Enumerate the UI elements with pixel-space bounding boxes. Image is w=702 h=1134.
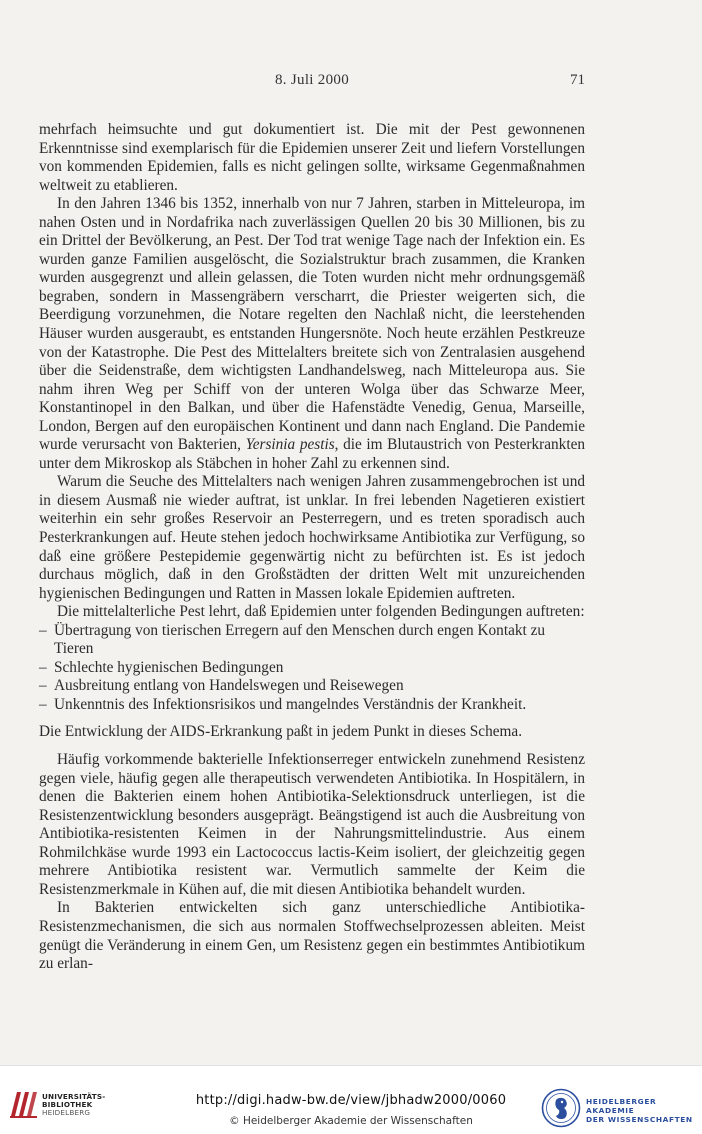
running-header	[39, 72, 585, 94]
list-item	[39, 659, 585, 678]
academy-name	[586, 1097, 702, 1124]
paragraph-2-text-a: In den Jahren 1346 bis 1352, innerhalb von nur 7 Jahren, starben in Mitteleuropa, im nahen Osten und in Nordafrika nach zuverlässigen Quellen 20 bis 30 Millionen, bis zu ein Drittel der Bevölkerung, an Pest. Der Tod trat wenige Tage nach der Infektion ein. Es wurden ganze Familien ausgelöscht, die Sozialstruktur brach zusammen, die Kranken wurden ausgegrenzt und allein gelassen, die Toten wurden nicht mehr ordnungsgemäß begraben, sondern in Massengräbern verscharrt, die Priester weigerten sich, die Beerdigung vorzunehmen, die Notare regelten den Nachlaß nicht, die leerstehenden Häuser wurden ausgeraubt, es entstanden Hungersnöte. Noch heute erzählen Pestkreuze von der Katastrophe. Die Pest des Mittelalters breitete sich von Zentralasien ausgehend über die Seidenstraße, dem wichtigsten Landhandelsweg, nach Mitteleuropa aus. Sie nahm ihren Weg per Schiff von der unteren Wolga über das Schwarze Meer, Konstantinopel in den Balkan, und über die Hafenstädte Venedig, Genua, Marseille, London, Bergen auf den europäischen Kontinent und dann nach England. Die Pandemie wurde verursacht von Bakterien,	[39, 195, 585, 454]
dash-bullet: –	[39, 695, 47, 713]
conditions-list	[39, 622, 585, 715]
library-line-1: UNIVERSITÄTS-	[42, 1092, 106, 1101]
paragraph-3: Warum die Seuche des Mittelalters nach wenigen Jahren zusammengebrochen ist und in diesem Ausmaß nie wieder auftrat, ist unklar. In frei lebenden Nagetieren existiert weiterhin ein sehr großes Reservoir an Pesterregern, und es treten sporadisch auch Pesterkrankungen auf. Heute stehen jedoch hochwirksame Antibiotika zur Verfügung, so daß eine größere Pestepidemie gegenwärtig nicht zu befürchten ist. Es ist jedoch durchaus möglich, daß in den Großstädten der dritten Welt mit unzureichenden hygienischen Bedingungen und Ratten in Massen lokale Epidemien auftreten.	[39, 473, 585, 602]
list-item-text: Ausbreitung entlang von Handelswegen und Reisewegen	[54, 677, 404, 695]
paragraph-5: Die Entwicklung der AIDS-Erkrankung paßt in jedem Punkt in dieses Schema.	[39, 722, 523, 740]
dash-bullet: –	[39, 677, 47, 695]
paragraph-7: In Bakterien entwickelten sich ganz unterschiedliche Antibiotika-Resistenzmechanismen, die sich aus normalen Stoffwechselprozessen ableiten. Meist genügt die Veränderung in einem Gen, um Resistenz gegen ein bestimmtes Antibiotikum zu erlan-	[39, 899, 585, 973]
main-text	[39, 121, 585, 974]
paragraph-2	[39, 195, 585, 473]
header-date-title: 8. Juli 2000	[274, 72, 350, 88]
library-line-2: BIBLIOTHEK	[42, 1100, 93, 1109]
permalink-url[interactable]: http://digi.hadw-bw.de/view/jbhadw2000/0060	[195, 1093, 507, 1108]
list-item	[39, 622, 585, 659]
digitization-footer	[0, 1065, 702, 1134]
list-item-text: Unkenntnis des Infektionsrisikos und mangelndes Verständnis der Krankheit.	[54, 695, 527, 713]
paragraph-4: Die mittelalterliche Pest lehrt, daß Epidemien unter folgenden Bedingungen auftreten:	[57, 603, 585, 621]
copyright-notice: © Heidelberger Akademie der Wissenschaften	[229, 1115, 473, 1127]
dash-bullet: –	[39, 621, 47, 639]
library-line-3: HEIDELBERG	[42, 1108, 91, 1117]
paragraph-6: Häufig vorkommende bakterielle Infektionserreger entwickeln zunehmend Resistenz gegen viele, häufig gegen alle therapeutisch verwendeten Antibiotika. In Hospitälern, in denen die Bakterien einem hohen Antibiotika-Selektionsdruck unterliegen, ist die Resistenzentwicklung besonders ausgeprägt. Beängstigend ist auch die Ausbreitung von Antibiotika-resistenten Keimen in der Nahrungsmittelindustrie. Aus einem Rohmilchkäse wurde 1993 ein Lactococcus lactis-Keim isoliert, der gleichzeitig gegen mehrere Antibiotika resistent war. Vermutlich sammelte der Keim die Resistenzmerkmale in Kühen auf, die mit diesen Antibiotika behandelt wurden.	[39, 751, 585, 898]
academy-line-1: HEIDELBERGER AKADEMIE	[586, 1097, 657, 1115]
list-item-text: Übertragung von tierischen Erregern auf den Menschen durch engen Kontakt zu Tieren	[54, 621, 546, 658]
dash-bullet: –	[39, 658, 47, 676]
list-item	[39, 677, 585, 696]
paragraph-2-text-b: , die im Blutaustrich von Pesterkrankten unter dem Mikroskop als Stäbchen in hoher Zahl zu erkennen sind.	[39, 436, 586, 472]
list-item-text: Schlechte hygienischen Bedingungen	[54, 658, 284, 676]
page-number: 71	[570, 72, 585, 88]
list-item	[39, 696, 585, 715]
academy-line-2: DER WISSENSCHAFTEN	[586, 1115, 693, 1124]
species-name: Yersinia pestis	[245, 436, 335, 454]
paragraph-1: mehrfach heimsuchte und gut dokumentiert ist. Die mit der Pest gewonnenen Erkenntnisse sind exemplarisch für die Epidemien unserer Zeit und liefern Vorstellungen von kommenden Epidemien, falls es nicht gelingen sollte, wirksame Gegenmaßnahmen weltweit zu etablieren.	[39, 121, 585, 194]
academy-seal-logo-icon	[541, 1088, 581, 1128]
